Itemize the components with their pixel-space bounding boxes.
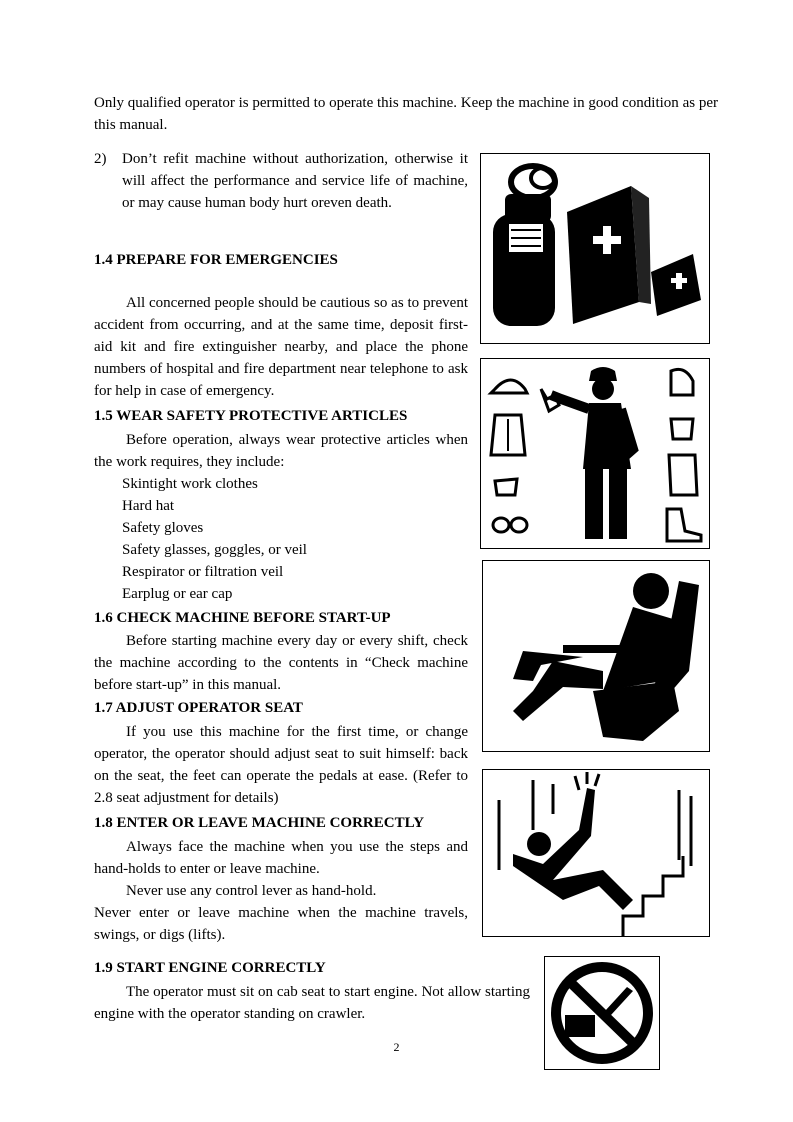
section-heading-1-4: 1.4 PREPARE FOR EMERGENCIES: [94, 252, 338, 268]
operator-seat-figure: [482, 560, 710, 752]
list-item-2: [94, 148, 468, 214]
protective-articles-list: [94, 473, 468, 605]
section-heading-1-7: 1.7 ADJUST OPERATOR SEAT: [94, 700, 303, 716]
protective-gear-icon: [481, 359, 709, 548]
list-item: Earplug or ear cap: [122, 586, 233, 602]
list-item: Respirator or filtration veil: [122, 564, 284, 580]
list-item: Hard hat: [122, 498, 175, 514]
list-item: Safety gloves: [122, 520, 204, 536]
intro-paragraph: Only qualified operator is permitted to operate this machine. Keep the machine in good condition as per this manual.: [94, 95, 718, 133]
emergency-equipment-figure: [480, 153, 710, 344]
section-body-1-5: Before operation, always wear protective articles when the work requires, they include:: [94, 432, 468, 470]
list-number: 2): [94, 151, 107, 167]
list-text: Don’t refit machine without authorization, otherwise it will affect the performance and service life of machine, or may cause human body hurt oreven death.: [122, 151, 468, 211]
section-heading-1-9: 1.9 START ENGINE CORRECTLY: [94, 960, 326, 976]
section-body-1-4: All concerned people should be cautious so as to prevent accident from occurring, and at the same time, deposit first-aid kit and fire extinguisher nearby, and place the phone numbers of hospital and fire department near telephone to ask for help in case of emergency.: [94, 295, 468, 399]
list-item: Skintight work clothes: [122, 476, 258, 492]
list-item: Safety glasses, goggles, or veil: [122, 542, 307, 558]
section-heading-1-6: 1.6 CHECK MACHINE BEFORE START-UP: [94, 610, 391, 626]
section-heading-1-5: 1.5 WEAR SAFETY PROTECTIVE ARTICLES: [94, 408, 408, 424]
section-body-1-8c: Never enter or leave machine when the machine travels, swings, or digs (lifts).: [94, 905, 468, 943]
protective-articles-figure: [480, 358, 710, 549]
falling-person-icon: [483, 770, 709, 936]
section-heading-1-8: 1.8 ENTER OR LEAVE MACHINE CORRECTLY: [94, 815, 425, 831]
section-body-1-8b: Never use any control lever as hand-hold.: [126, 883, 377, 899]
enter-leave-machine-figure: [482, 769, 710, 937]
fire-extinguisher-firstaid-icon: [481, 154, 709, 343]
section-body-1-7: If you use this machine for the first time, or change operator, the operator should adjust seat to suit himself: back on the seat, the feet can operate the pedals at ease. (Refer to 2.8 seat adjustment for details): [94, 724, 468, 806]
seated-operator-icon: [483, 561, 709, 751]
section-body-1-9: The operator must sit on cab seat to start engine. Not allow starting engine with the operator standing on crawler.: [94, 984, 530, 1022]
page-number: 2: [393, 1040, 400, 1054]
section-body-1-6: Before starting machine every day or every shift, check the machine according to the contents in “Check machine before start-up” in this manual.: [94, 633, 468, 693]
section-body-1-8a: Always face the machine when you use the steps and hand-holds to enter or leave machine.: [94, 839, 468, 877]
